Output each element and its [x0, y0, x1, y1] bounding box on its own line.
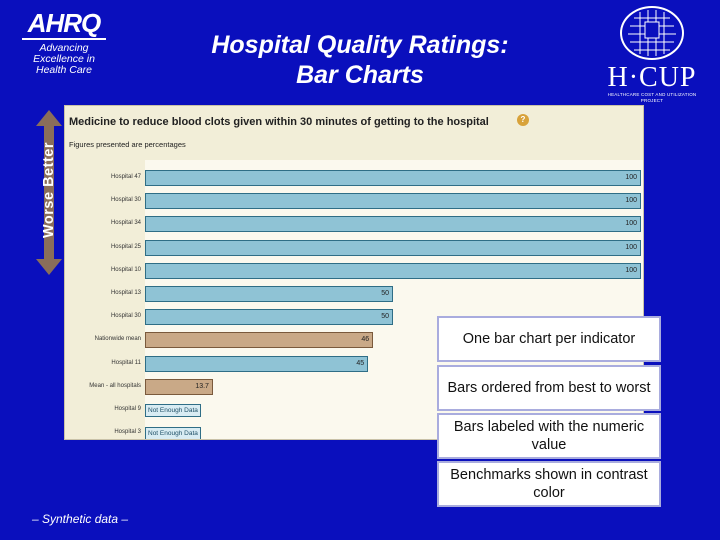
hospital-bar [145, 240, 641, 256]
slide-title-line1: Hospital Quality Ratings: [211, 31, 509, 59]
benchmark-bar [145, 379, 213, 395]
ahrq-logo [14, 10, 114, 76]
worse-better-label: Worse Better [41, 142, 57, 238]
ahrq-tagline-2: Excellence in [33, 53, 95, 65]
slide-title [160, 30, 560, 90]
row-label: Nationwide mean [94, 336, 141, 343]
bar-value-label: 46 [361, 336, 370, 344]
row-label: Hospital 34 [110, 220, 141, 227]
slide-title-line2: Bar Charts [296, 61, 424, 89]
benchmark-bar [145, 332, 373, 348]
bar-value-label: 100 [625, 220, 637, 228]
row-label: Hospital 25 [110, 243, 141, 250]
row-label: Hospital 11 [111, 359, 141, 366]
bar-value-label: 50 [381, 313, 389, 321]
chart-title: Medicine to reduce blood clots given within 30 minutes of getting to the hospital [69, 116, 489, 128]
bar-value-label: 45 [356, 359, 365, 367]
row-label: Hospital 9 [114, 406, 141, 412]
bar-value-label: 100 [625, 243, 637, 251]
chart-subtitle: Figures presented are percentages [69, 140, 186, 149]
hospital-bar [145, 286, 393, 302]
row-label: Hospital 3 [114, 429, 141, 436]
bar-value-label: 100 [625, 174, 637, 181]
bar-value-label: 100 [625, 197, 637, 205]
synthetic-data-note: – Synthetic data – [32, 512, 129, 526]
ahrq-logo-rule [22, 38, 106, 40]
not-enough-data-badge: Not Enough Data [145, 427, 201, 440]
row-label: Hospital 10 [110, 266, 141, 273]
row-label: Hospital 13 [110, 290, 141, 296]
hospital-bar [145, 356, 368, 372]
callout-benchmarks: Benchmarks shown in contrast color [437, 461, 661, 507]
hcup-subtitle: HEALTHCARE COST AND UTILIZATION PROJECT [607, 92, 697, 103]
bar-value-label: 100 [625, 266, 637, 274]
row-label: Hospital 30 [110, 313, 141, 320]
hcup-wordmark: H·CUP [607, 62, 697, 93]
hospital-bar [145, 216, 641, 232]
ahrq-logo-mark: AHRQ [27, 8, 101, 38]
callout-one-chart: One bar chart per indicator [437, 316, 661, 362]
hospital-bar [145, 170, 641, 186]
hospital-bar [145, 193, 641, 209]
row-label: Hospital 47 [110, 174, 141, 180]
hcup-seal-icon [620, 6, 684, 60]
callout-ordered: Bars ordered from best to worst [437, 365, 661, 411]
ahrq-tagline-1: Advancing [39, 42, 89, 54]
hcup-logo [598, 6, 706, 104]
callout-labeled: Bars labeled with the numeric value [437, 413, 661, 459]
info-icon[interactable]: ? [517, 114, 529, 126]
row-label: Hospital 30 [110, 197, 141, 204]
ahrq-tagline-3: Health Care [35, 64, 93, 76]
bar-value-label: 50 [381, 290, 389, 297]
hospital-bar [145, 263, 641, 279]
row-label: Mean - all hospitals [89, 382, 141, 389]
hospital-bar [145, 309, 393, 325]
not-enough-data-badge: Not Enough Data [145, 404, 201, 417]
bar-value-label: 13.7 [195, 382, 209, 390]
